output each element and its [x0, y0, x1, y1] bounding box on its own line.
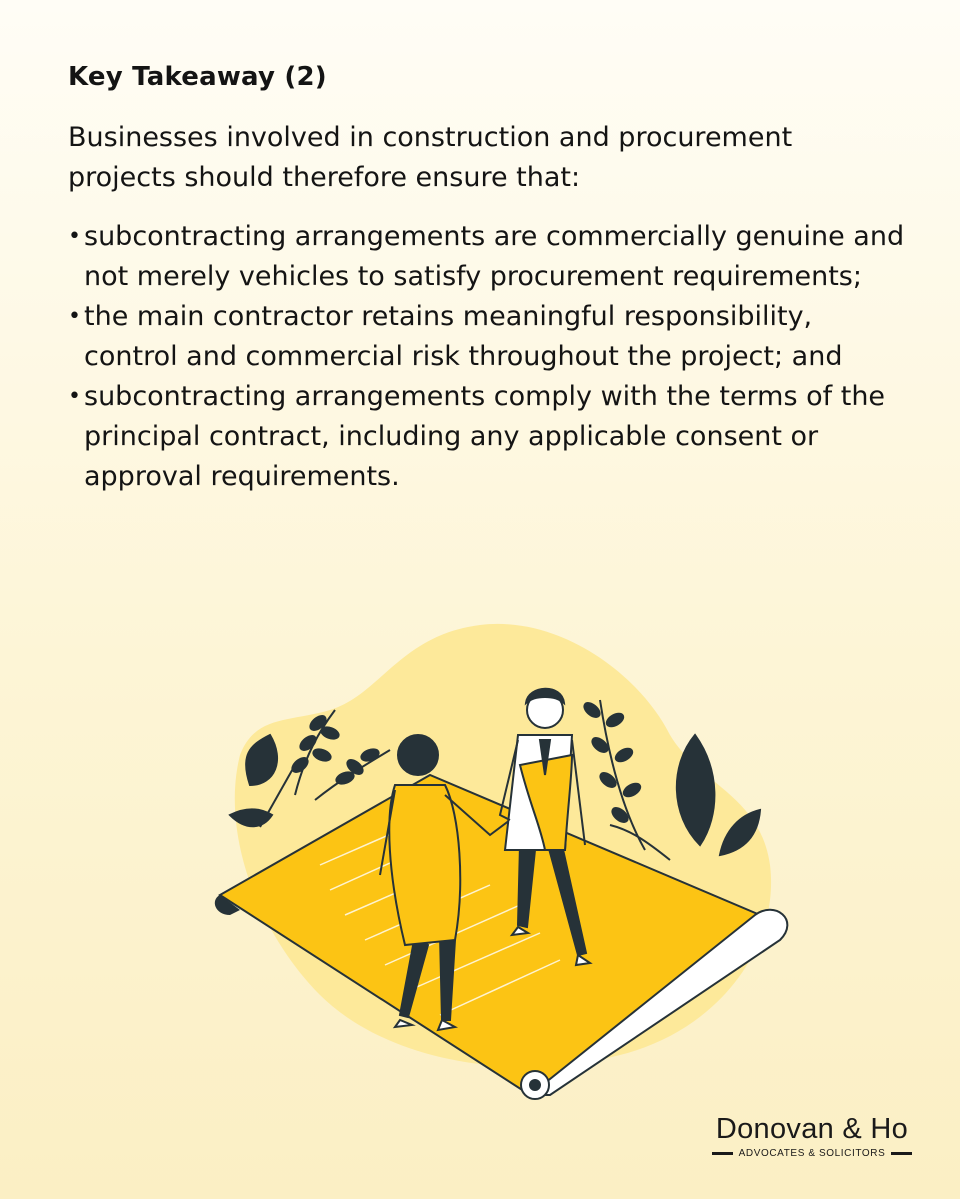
- list-item: • subcontracting arrangements comply with the terms of the principal contract, including any applicable consent or approval requirements.: [68, 377, 908, 497]
- page-heading: Key Takeaway (2): [68, 62, 327, 92]
- brand-name: Donovan & Ho: [715, 1113, 909, 1145]
- brand-tagline-row: [712, 1148, 912, 1159]
- brand-tagline: ADVOCATES & SOLICITORS: [738, 1148, 886, 1159]
- divider: [712, 1152, 733, 1155]
- divider: [891, 1152, 912, 1155]
- takeaway-list: [68, 217, 908, 497]
- brand-logo: [712, 1113, 912, 1159]
- list-item: • the main contractor retains meaningful responsibility, control and commercial risk throughout the project; and: [68, 297, 908, 377]
- intro-paragraph: Businesses involved in construction and procurement projects should therefore ensure that:: [68, 122, 793, 193]
- handshake-illustration: [200, 615, 800, 1115]
- list-item: • subcontracting arrangements are commercially genuine and not merely vehicles to satisfy procurement requirements;: [68, 217, 908, 297]
